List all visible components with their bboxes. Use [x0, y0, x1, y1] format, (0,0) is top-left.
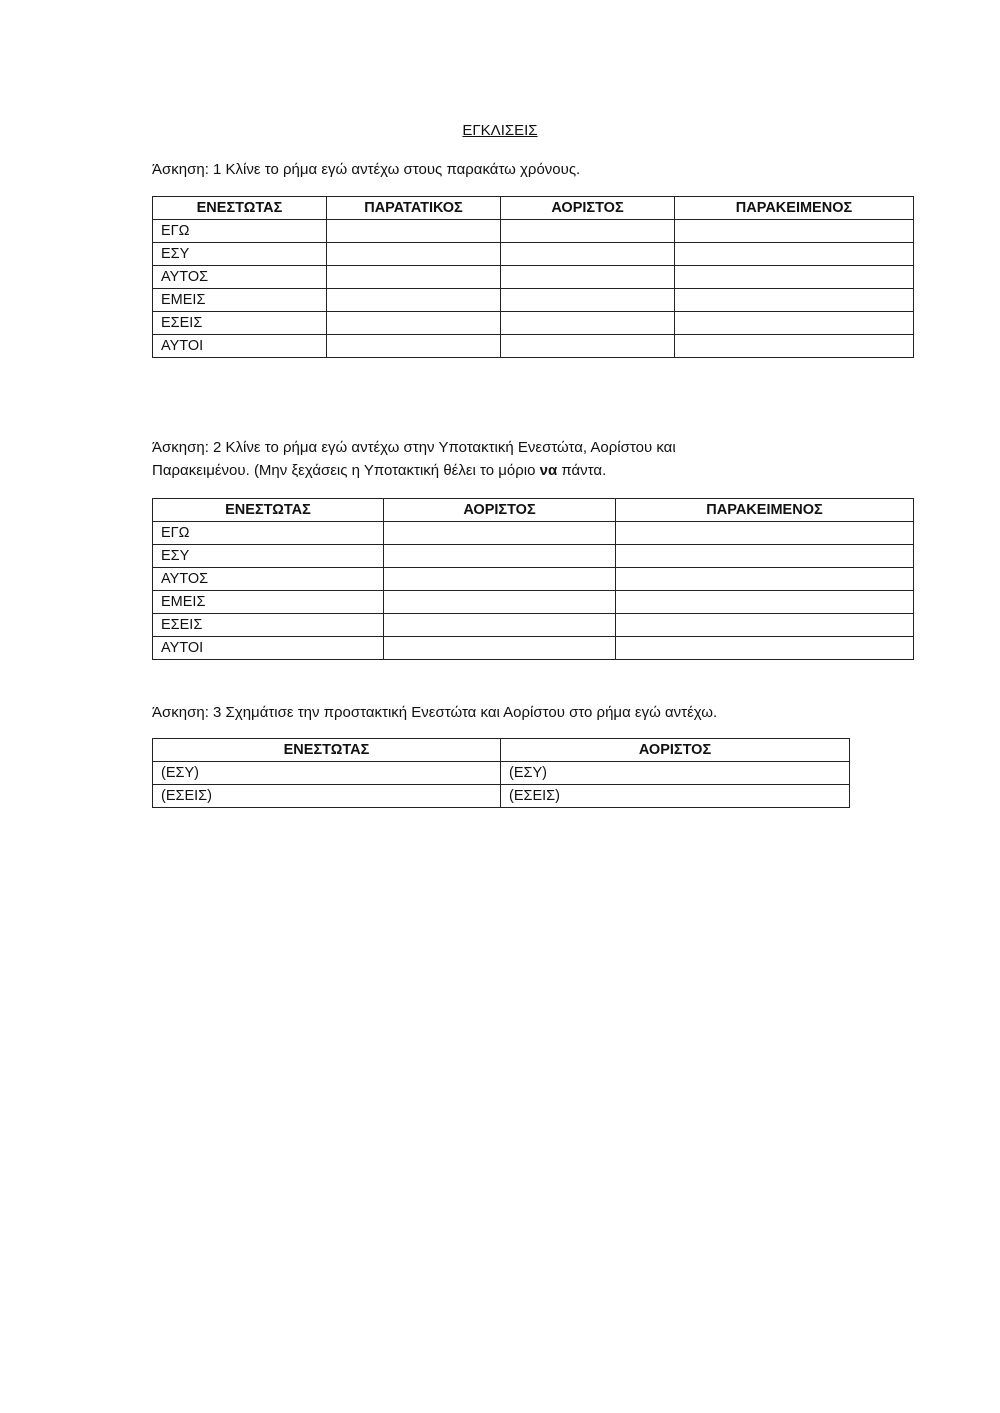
answer-cell[interactable] — [327, 335, 501, 358]
table-header-row — [153, 739, 850, 762]
exercise-3-text: Άσκηση: 3 Σχημάτισε την προστακτική Ενεστώτα και Αορίστου στο ρήμα εγώ αντέχω. — [152, 704, 718, 721]
answer-cell[interactable]: (ΕΣΥ) — [501, 762, 850, 785]
exercise-2-table — [152, 498, 914, 660]
row-label: ΕΓΩ — [153, 522, 384, 545]
exercise-1-table — [152, 196, 914, 358]
row-label: ΕΓΩ — [153, 220, 327, 243]
answer-cell[interactable] — [675, 243, 914, 266]
answer-cell[interactable] — [501, 220, 675, 243]
table-row — [153, 220, 914, 243]
row-label: ΕΜΕΙΣ — [153, 591, 384, 614]
answer-cell[interactable]: (ΕΣΕΙΣ) — [501, 785, 850, 808]
answer-cell[interactable] — [501, 289, 675, 312]
header-cell: ΠΑΡΑΤΑΤΙΚΟΣ — [327, 197, 501, 220]
answer-cell[interactable] — [501, 335, 675, 358]
header-cell: ΠΑΡΑΚΕΙΜΕΝΟΣ — [616, 499, 914, 522]
answer-cell[interactable] — [616, 637, 914, 660]
exercise-2-text-line2 — [152, 459, 676, 482]
table-header-row — [153, 499, 914, 522]
answer-cell[interactable]: (ΕΣΥ) — [153, 762, 501, 785]
answer-cell[interactable]: (ΕΣΕΙΣ) — [153, 785, 501, 808]
answer-cell[interactable] — [327, 266, 501, 289]
page-title: ΕΓΚΛΙΣΕΙΣ — [462, 122, 538, 139]
answer-cell[interactable] — [616, 568, 914, 591]
table-row — [153, 289, 914, 312]
answer-cell[interactable] — [616, 591, 914, 614]
answer-cell[interactable] — [501, 312, 675, 335]
header-cell: ΑΟΡΙΣΤΟΣ — [501, 197, 675, 220]
table-row — [153, 762, 850, 785]
table-row — [153, 614, 914, 637]
answer-cell[interactable] — [327, 312, 501, 335]
exercise-2-instruction — [152, 436, 676, 482]
exercise-2-text-line2-start: Παρακειμένου. (Μην ξεχάσεις η Υποτακτική θέλει το μόριο — [152, 462, 540, 479]
answer-cell[interactable] — [501, 266, 675, 289]
table-row — [153, 568, 914, 591]
answer-cell[interactable] — [384, 637, 616, 660]
exercise-3-table — [152, 738, 850, 808]
row-label: ΕΜΕΙΣ — [153, 289, 327, 312]
table-row — [153, 545, 914, 568]
answer-cell[interactable] — [327, 289, 501, 312]
row-label: ΕΣΥ — [153, 545, 384, 568]
answer-cell[interactable] — [327, 220, 501, 243]
answer-cell[interactable] — [384, 614, 616, 637]
answer-cell[interactable] — [616, 522, 914, 545]
header-cell: ΕΝΕΣΤΩΤΑΣ — [153, 499, 384, 522]
exercise-1-instruction — [152, 158, 580, 181]
row-label: ΑΥΤΟΣ — [153, 266, 327, 289]
header-cell: ΑΟΡΙΣΤΟΣ — [501, 739, 850, 762]
header-cell: ΠΑΡΑΚΕΙΜΕΝΟΣ — [675, 197, 914, 220]
answer-cell[interactable] — [675, 289, 914, 312]
answer-cell[interactable] — [384, 568, 616, 591]
table-row — [153, 637, 914, 660]
answer-cell[interactable] — [616, 614, 914, 637]
row-label: ΑΥΤΟΣ — [153, 568, 384, 591]
answer-cell[interactable] — [675, 266, 914, 289]
row-label: ΑΥΤΟΙ — [153, 335, 327, 358]
exercise-1-text: Άσκηση: 1 Κλίνε το ρήμα εγώ αντέχω στους παρακάτω χρόνους. — [152, 161, 581, 178]
table-row — [153, 785, 850, 808]
table-row — [153, 591, 914, 614]
row-label: ΕΣΕΙΣ — [153, 614, 384, 637]
header-cell: ΕΝΕΣΤΩΤΑΣ — [153, 739, 501, 762]
exercise-2-text-line2-end: πάντα. — [557, 462, 607, 479]
table-row — [153, 335, 914, 358]
answer-cell[interactable] — [675, 335, 914, 358]
answer-cell[interactable] — [501, 243, 675, 266]
answer-cell[interactable] — [675, 312, 914, 335]
table-header-row — [153, 197, 914, 220]
exercise-2-particle-na: να — [539, 462, 558, 479]
answer-cell[interactable] — [616, 545, 914, 568]
table-row — [153, 522, 914, 545]
answer-cell[interactable] — [384, 591, 616, 614]
exercise-2-text-line1: Άσκηση: 2 Κλίνε το ρήμα εγώ αντέχω στην Υποτακτική Ενεστώτα, Αορίστου και — [152, 439, 676, 456]
row-label: ΕΣΥ — [153, 243, 327, 266]
header-cell: ΕΝΕΣΤΩΤΑΣ — [153, 197, 327, 220]
table-row — [153, 266, 914, 289]
answer-cell[interactable] — [675, 220, 914, 243]
row-label: ΑΥΤΟΙ — [153, 637, 384, 660]
row-label: ΕΣΕΙΣ — [153, 312, 327, 335]
answer-cell[interactable] — [384, 545, 616, 568]
answer-cell[interactable] — [327, 243, 501, 266]
exercise-3-instruction — [152, 701, 717, 724]
table-row — [153, 243, 914, 266]
table-row — [153, 312, 914, 335]
header-cell: ΑΟΡΙΣΤΟΣ — [384, 499, 616, 522]
answer-cell[interactable] — [384, 522, 616, 545]
